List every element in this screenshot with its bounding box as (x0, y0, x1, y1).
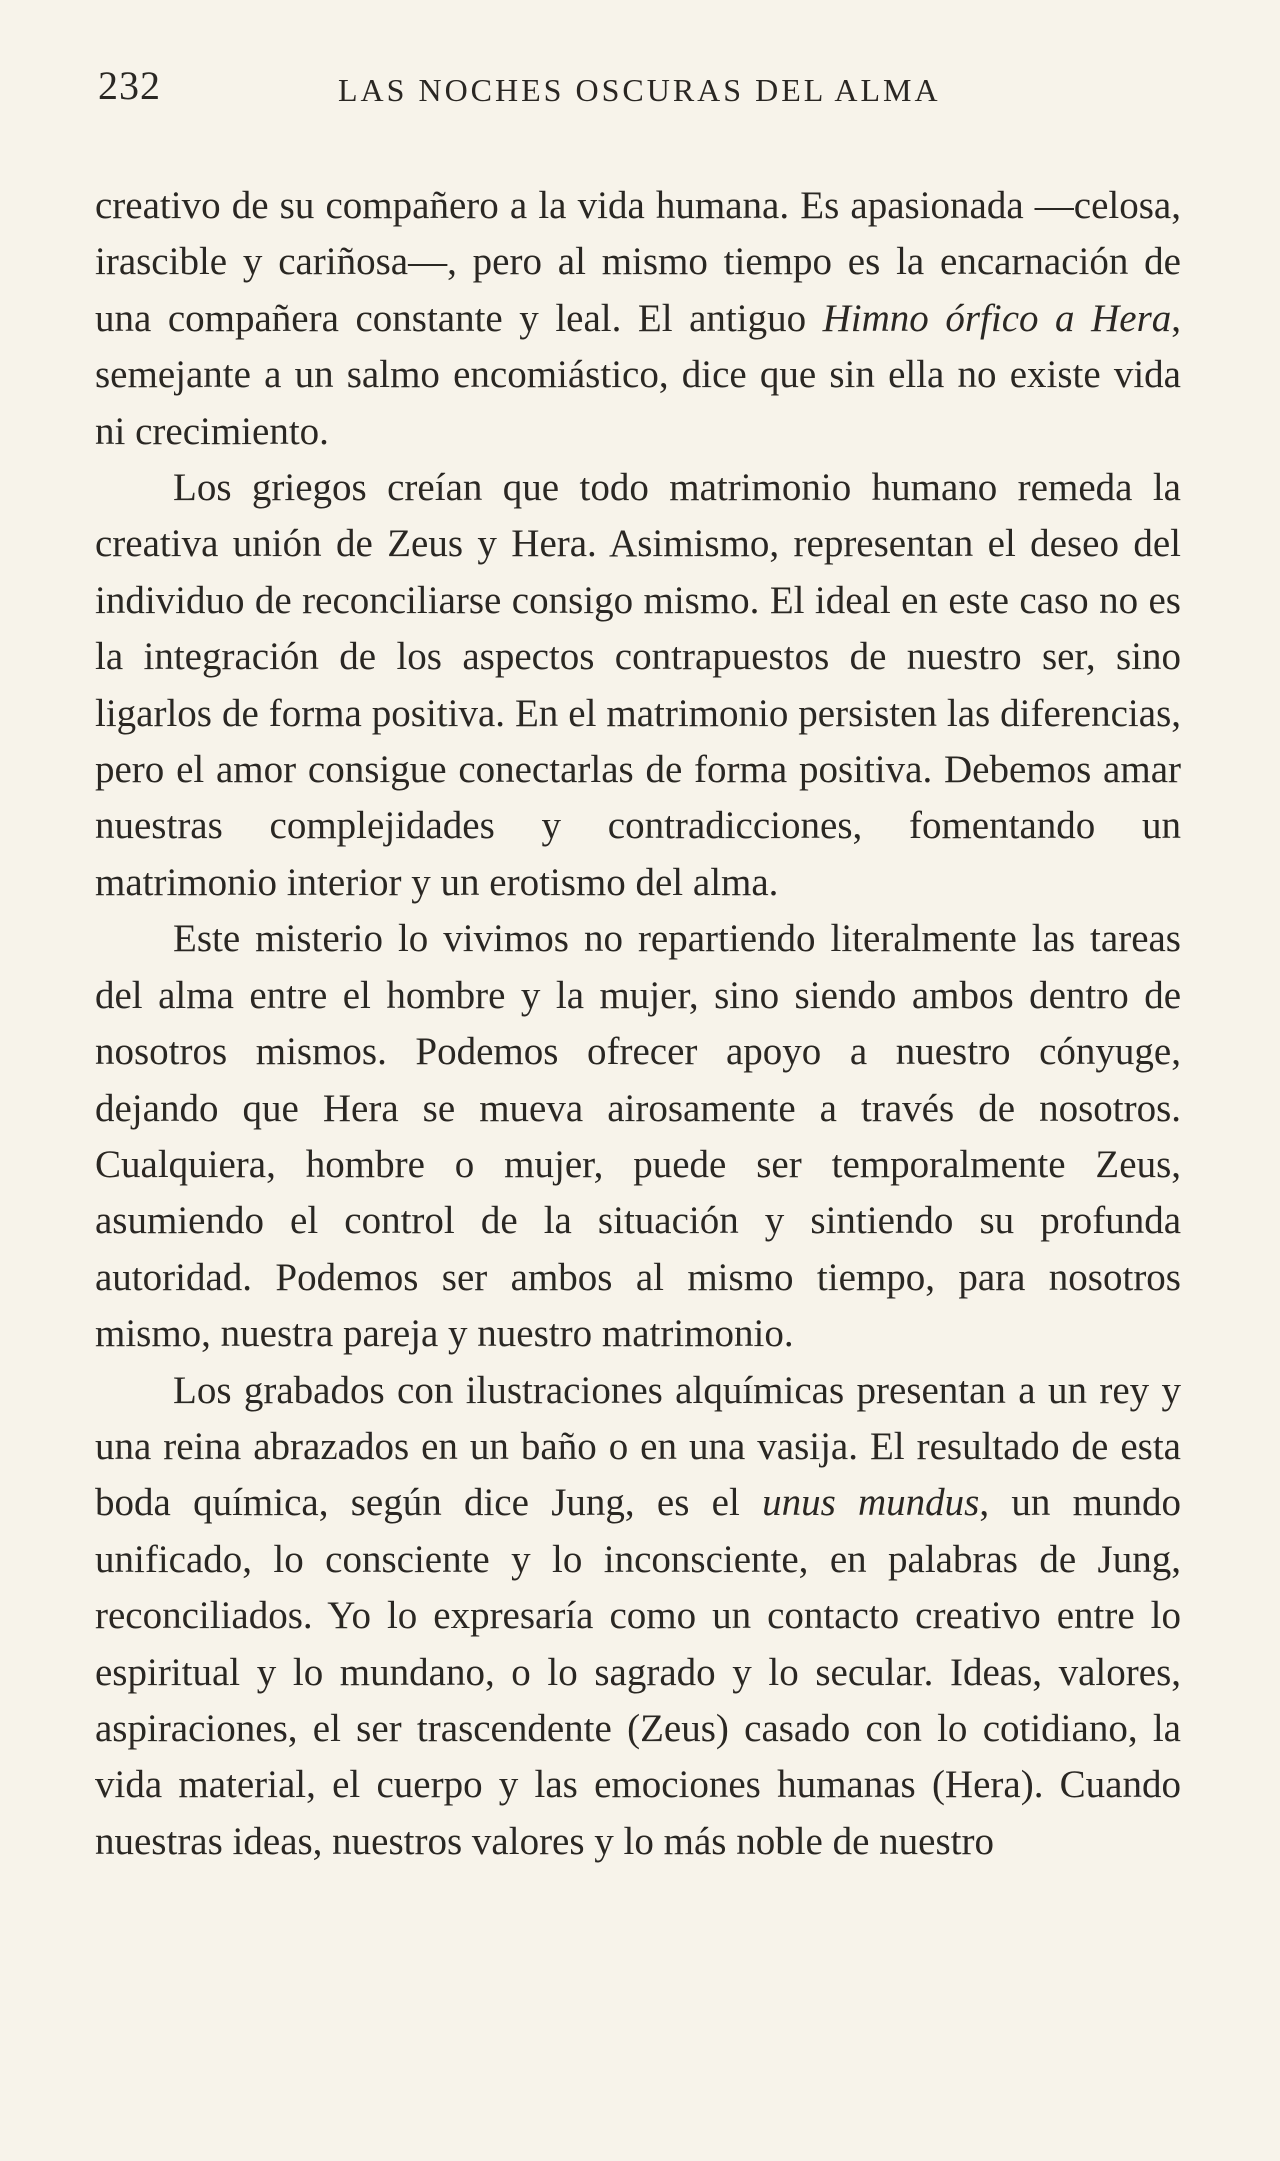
running-title: LAS NOCHES OSCURAS DEL ALMA (338, 72, 941, 108)
paragraph-3 (95, 911, 1181, 1362)
paragraph-1-italic-title: Himno órfico a Hera (822, 296, 1172, 340)
paragraph-4-text-b: , un mundo unificado, lo consciente y lo inconsciente, en palabras de Jung, reconciliados. Yo lo expresaría como un contacto creativo entre lo espiritual y lo mundano, o lo sagrado y lo secular. Ideas, valores, aspiraciones, el ser trascendente (Zeus) casado con lo cotidiano, la vida material, el cuerpo y las emociones humanas (Hera). Cuando nuestras ideas, nuestros valores y lo más noble de nuestro (95, 1481, 1181, 1863)
paragraph-1-text-b: , semejante a un salmo encomiástico, dice que sin ella no existe vida ni crecimiento. (95, 296, 1181, 453)
body-text (95, 178, 1181, 1870)
paragraph-1 (95, 178, 1181, 460)
page-number: 232 (98, 63, 161, 108)
paragraph-3-text: Este misterio lo vivimos no repartiendo literalmente las tareas del alma entre el hombre y la mujer, sino siendo ambos dentro de nosotros mismos. Podemos ofrecer apoyo a nuestro cónyuge, dejando que Hera se mueva airosamente a través de nosotros. Cualquiera, hombre o mujer, puede ser temporalmente Zeus, asumiendo el control de la situación y sintiendo su profunda autoridad. Podemos ser ambos al mismo tiempo, para nosotros mismo, nuestra pareja y nuestro matrimonio. (95, 917, 1181, 1356)
running-header (98, 62, 1184, 122)
paragraph-1-text-a: creativo de su compañero a la vida humana. Es apasionada —celosa, irascible y cariñosa—, pero al mismo tiempo es la encarnación de una compañera constante y leal. El antiguo (95, 184, 1181, 340)
paragraph-4-text-a: Los grabados con ilustraciones alquímicas presentan a un rey y una reina abrazados en un baño o en una vasija. El resultado de esta boda química, según dice Jung, es el (95, 1368, 1181, 1525)
paragraph-4 (95, 1363, 1181, 1871)
paragraph-4-italic-term: unus mundus (762, 1481, 980, 1525)
paragraph-2 (95, 460, 1181, 911)
paragraph-2-text: Los griegos creían que todo matrimonio humano remeda la creativa unión de Zeus y Hera. Asimismo, representan el deseo del individuo de reconciliarse consigo mismo. El ideal en este caso no es la integración de los aspectos contrapuestos de nuestro ser, sino ligarlos de forma positiva. En el matrimonio persisten las diferencias, pero el amor consigue conectarlas de forma positiva. Debemos amar nuestras complejidades y contradicciones, fomentando un matrimonio interior y un erotismo del alma. (95, 466, 1181, 904)
